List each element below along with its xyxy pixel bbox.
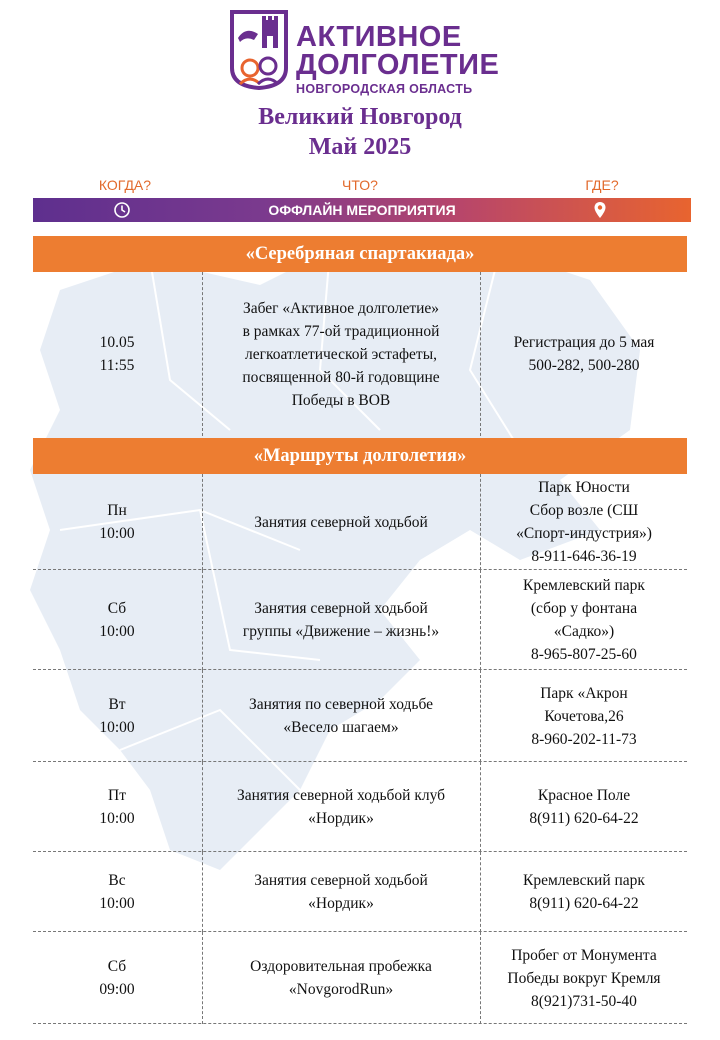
column-what: ЧТО? <box>342 177 378 193</box>
table-row <box>33 670 687 762</box>
row-where: Парк «Акрон Кочетова,26 8-960-202-11-73 <box>531 684 637 748</box>
column-when: КОГДА? <box>98 177 152 193</box>
logo-line1: АКТИВНОЕ <box>296 21 462 53</box>
logo-line2: ДОЛГОЛЕТИЕ <box>296 49 500 81</box>
row-when: Вт 10:00 <box>99 696 135 736</box>
row-where: Пробег от Монумента Победы вокруг Кремля 8(921)731-50-40 <box>507 946 661 1010</box>
logo-emblem-icon <box>228 8 290 90</box>
row-where: Кремлевский парк (сбор у фонтана «Садко») 8-965-807-25-60 <box>523 577 645 663</box>
row-what: Занятия северной ходьбой клуб «Нордик» <box>236 787 446 827</box>
row-what: Занятия по северной ходьбе «Весело шагаем» <box>248 696 434 736</box>
table-row <box>33 932 687 1024</box>
section-header-spartakiada: «Серебряная спартакиада» <box>33 236 687 272</box>
row-when: Сб 09:00 <box>99 958 135 998</box>
logo-line3: НОВГОРОДСКАЯ ОБЛАСТЬ <box>296 82 473 96</box>
section-header-routes: «Маршруты долголетия» <box>33 438 687 474</box>
table-row <box>33 474 687 570</box>
column-where: ГДЕ? <box>585 177 619 193</box>
row-where: Красное Поле 8(911) 620-64-22 <box>529 787 639 827</box>
row-what: Занятия северной ходьбой <box>254 513 428 531</box>
row-what: Занятия северной ходьбой группы «Движение – жизнь!» <box>242 600 440 640</box>
table-row <box>33 272 687 436</box>
row-what: Забег «Активное долголетие» в рамках 77-ой традиционной легкоатлетической эстафеты, посвященной 80-й годовщине Победы в ВОВ <box>242 299 440 409</box>
row-when: Пт 10:00 <box>99 787 135 827</box>
table-row <box>33 762 687 852</box>
row-what: Оздоровительная пробежка «NovgorodRun» <box>250 958 432 998</box>
offline-events-bar <box>33 198 691 222</box>
row-where: Парк Юности Сбор возле (СШ «Спорт-индустрия») 8-911-646-36-19 <box>516 479 652 565</box>
location-pin-icon <box>591 201 609 219</box>
row-where: Регистрация до 5 мая 500-282, 500-280 <box>513 334 655 374</box>
city-title: Великий Новгород <box>258 104 462 130</box>
row-when: Сб 10:00 <box>99 600 135 640</box>
row-where: Кремлевский парк 8(911) 620-64-22 <box>523 872 645 912</box>
table-row <box>33 570 687 670</box>
table-row <box>33 852 687 932</box>
row-when: Вс 10:00 <box>99 872 135 912</box>
row-when: Пн 10:00 <box>99 502 135 542</box>
row-when: 10.05 11:55 <box>99 334 135 374</box>
row-what: Занятия северной ходьбой «Нордик» <box>254 872 428 912</box>
bar-title: ОФФЛАЙН МЕРОПРИЯТИЯ <box>268 202 456 218</box>
logo <box>228 8 498 94</box>
month-title: Май 2025 <box>308 134 412 160</box>
